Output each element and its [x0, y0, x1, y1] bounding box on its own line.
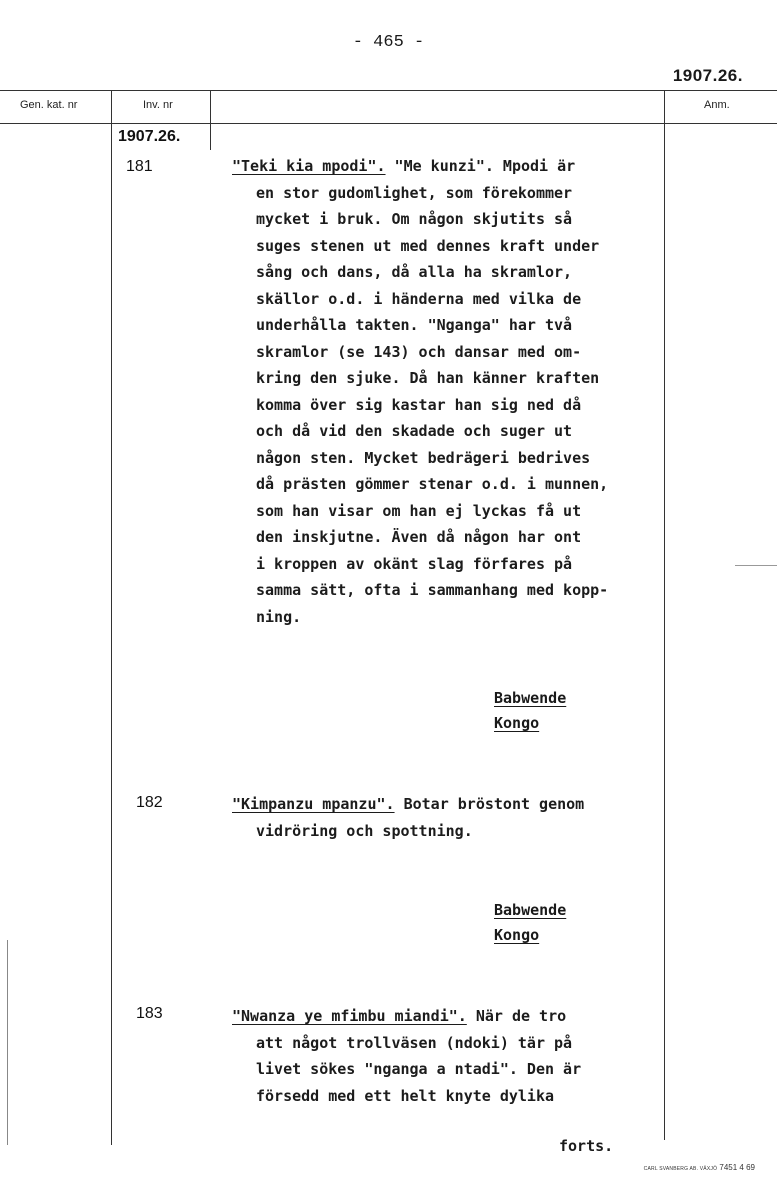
entry-place-181 — [494, 688, 566, 734]
entry-line: vidröring och spottning. — [256, 821, 473, 840]
entry-line: underhålla takten. "Nganga" har två — [256, 316, 573, 334]
entry-text-183 — [232, 1003, 664, 1109]
entry-line: suges stenen ut med dennes kraft under — [256, 236, 600, 255]
entry-first-line-182: Botar bröstont genom — [394, 795, 585, 813]
entry-line: mycket i bruk. Om någon skjutits så — [256, 210, 573, 228]
header-bottom-rule — [0, 123, 777, 124]
entry-line: kring den sjuke. Då han känner kraften — [256, 369, 600, 387]
column-divider-gen — [111, 90, 112, 1145]
entry-line: skällor o.d. i händerna med vilka de — [256, 289, 582, 308]
entry-text-181 — [232, 153, 664, 630]
entry-line: en stor gudomlighet, som förekommer — [256, 183, 573, 202]
entry-line: sång och dans, då alla ha skramlor, — [256, 263, 573, 281]
margin-tick — [735, 565, 777, 566]
printer-name: CARL SVANBERG AB. VÄXJÖ — [643, 1166, 718, 1172]
column-head-anm: Anm. — [704, 99, 730, 111]
page-number: - 465 - — [352, 33, 425, 52]
column-divider-anm — [664, 90, 665, 1140]
entry-place-182 — [494, 900, 566, 946]
entry-line: samma sätt, ofta i sammanhang med kopp- — [256, 581, 609, 599]
entry-title-182: "Kimpanzu mpanzu". — [232, 795, 395, 813]
column-head-inv-nr: Inv. nr — [143, 99, 173, 111]
entry-line: och då vid den skadade och suger ut — [256, 422, 573, 440]
catalog-id: 1907.26. — [672, 66, 743, 85]
printer-imprint — [644, 1163, 755, 1172]
entry-line: då prästen gömmer stenar o.d. i munnen, — [256, 475, 609, 493]
entry-line: någon sten. Mycket bedrägeri bedrives — [256, 448, 591, 467]
inv-number-182: 182 — [136, 794, 163, 811]
entry-first-line-181: "Me kunzi". Mpodi är — [385, 157, 576, 175]
entry-text-182 — [232, 791, 664, 844]
entry-line: försedd med ett helt knyte dylika — [256, 1086, 555, 1105]
place-people: Babwende — [494, 689, 567, 707]
entry-title-183: "Nwanza ye mfimbu miandi". — [232, 1007, 467, 1025]
left-margin-line — [7, 940, 8, 1145]
entry-line: komma över sig kastar han sig ned då — [256, 395, 582, 414]
printer-code: 7451 4 69 — [719, 1163, 755, 1172]
entry-line: att något trollväsen (ndoki) tär på — [256, 1033, 573, 1052]
entry-line: ning. — [256, 607, 302, 626]
place-people: Babwende — [494, 901, 567, 919]
entry-line: livet sökes "nganga a ntadi". Den är — [256, 1060, 582, 1078]
column-divider-inv — [210, 90, 211, 150]
inv-number-181: 181 — [126, 158, 153, 175]
place-region: Kongo — [494, 926, 540, 944]
inv-number-183: 183 — [136, 1005, 163, 1022]
entry-line: den inskjutne. Även då någon har ont — [256, 528, 582, 546]
continued-note: forts. — [559, 1137, 614, 1155]
entry-line: i kroppen av okänt slag förfares på — [256, 554, 573, 573]
entry-line: skramlor (se 143) och dansar med om- — [256, 342, 582, 361]
entry-title-181: "Teki kia mpodi". — [232, 157, 386, 175]
entry-year: 1907.26. — [118, 128, 181, 145]
column-head-gen-kat-nr: Gen. kat. nr — [20, 99, 78, 111]
place-region: Kongo — [494, 714, 540, 732]
entry-line: som han visar om han ej lyckas få ut — [256, 501, 582, 520]
entry-first-line-183: När de tro — [466, 1007, 567, 1025]
header-top-rule — [0, 90, 777, 91]
